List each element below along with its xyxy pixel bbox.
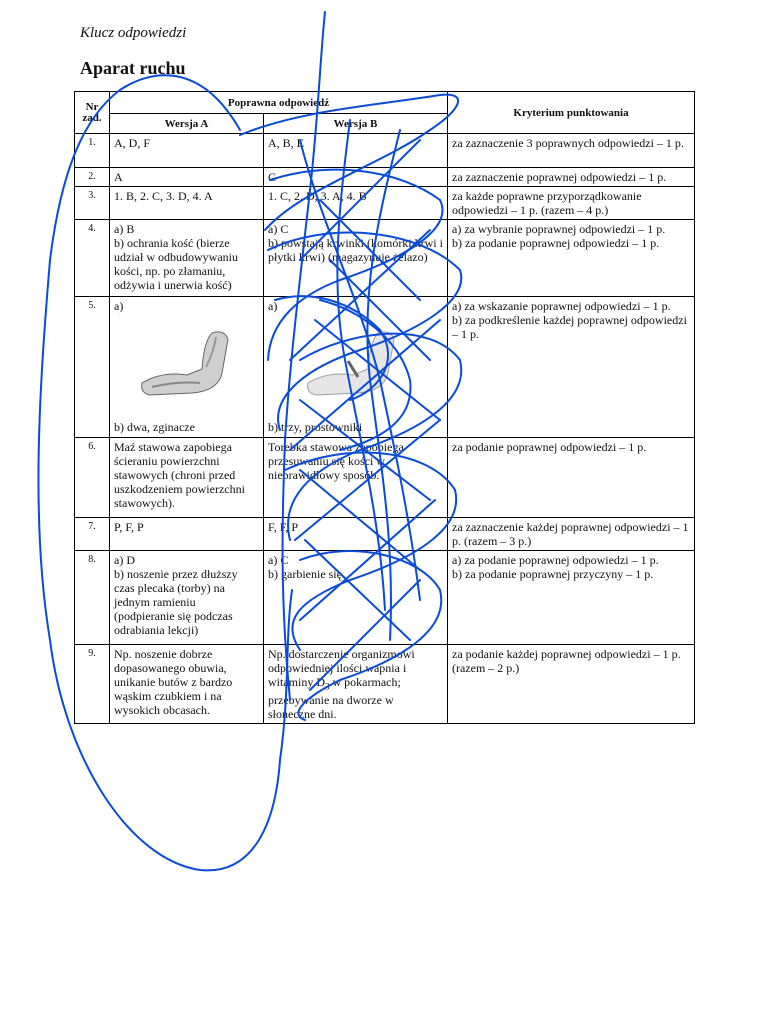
header-criteria: Kryterium punktowania — [448, 92, 695, 134]
row-number: 2. — [75, 168, 110, 187]
header-answer: Poprawna odpowiedź — [110, 92, 448, 114]
header-version-a: Wersja A — [110, 114, 264, 134]
row-number: 8. — [75, 551, 110, 645]
answer-b: Np. dostarczenie organizmowi odpowiedniej ilości wapnia i witaminy $D_3$ w pokarmach; przebywanie na dworze w słoneczne dni. — [264, 645, 448, 724]
criteria: za zaznaczenie 3 poprawnych odpowiedzi – 1 p. — [448, 134, 695, 168]
table-row — [75, 220, 695, 297]
table-row — [75, 168, 695, 187]
criteria: a) za wybranie poprawnej odpowiedzi – 1 p. b) za podanie poprawnej odpowiedzi – 1 p. — [448, 220, 695, 297]
table-row — [75, 438, 695, 518]
arm-icon — [132, 321, 242, 401]
table-row — [75, 645, 695, 724]
answer-a: A — [110, 168, 264, 187]
table-row — [75, 187, 695, 220]
header-nr: Nr zad. — [75, 92, 110, 134]
table-row — [75, 551, 695, 645]
criteria: za podanie każdej poprawnej odpowiedzi – 1 p. (razem – 2 p.) — [448, 645, 695, 724]
answer-b: 1. C, 2. D, 3. A, 4. B — [264, 187, 448, 220]
answer-b: a) b) trzy, prostowniki — [264, 297, 448, 438]
answer-b: a) C b) powstają krwinki (komórki krwi i płytki krwi) (magazynuje żelazo) — [264, 220, 448, 297]
arm-icon — [298, 321, 408, 401]
answer-a: Maź stawowa zapobiega ścieraniu powierzchni stawowych (chroni przed uszkodzeniem powierzchni stawowych). — [110, 438, 264, 518]
criteria: za zaznaczenie każdej poprawnej odpowiedzi – 1 p. (razem – 3 p.) — [448, 518, 695, 551]
answer-a: P, F, P — [110, 518, 264, 551]
row-number: 7. — [75, 518, 110, 551]
answer-a: a) b) dwa, zginacze — [110, 297, 264, 438]
row-number: 3. — [75, 187, 110, 220]
table-row — [75, 518, 695, 551]
answer-a: a) B b) ochrania kość (bierze udział w odbudowywaniu kości, np. po złamaniu, odżywia i unerwia kość) — [110, 220, 264, 297]
row-number: 4. — [75, 220, 110, 297]
answer-b: a) C b) garbienie się — [264, 551, 448, 645]
answer-a: 1. B, 2. C, 3. D, 4. A — [110, 187, 264, 220]
answer-key-table — [74, 91, 695, 724]
table-row — [75, 297, 695, 438]
criteria: a) za podanie poprawnej odpowiedzi – 1 p. b) za podanie poprawnej przyczyny – 1 p. — [448, 551, 695, 645]
table-row — [75, 134, 695, 168]
row-number: 1. — [75, 134, 110, 168]
row-number: 9. — [75, 645, 110, 724]
criteria: za każde poprawne przyporządkowanie odpowiedzi – 1 p. (razem – 4 p.) — [448, 187, 695, 220]
answer-a: A, D, F — [110, 134, 264, 168]
answer-b: A, B, E — [264, 134, 448, 168]
criteria: za podanie poprawnej odpowiedzi – 1 p. — [448, 438, 695, 518]
row-number: 6. — [75, 438, 110, 518]
answer-b: C — [264, 168, 448, 187]
criteria: a) za wskazanie poprawnej odpowiedzi – 1 p. b) za podkreślenie każdej poprawnej odpowiedzi – 1 p. — [448, 297, 695, 438]
header-version-b: Wersja B — [264, 114, 448, 134]
answer-a: a) D b) noszenie przez dłuższy czas plecaka (torby) na jednym ramieniu (podpieranie się podczas odrabiania lekcji) — [110, 551, 264, 645]
row-number: 5. — [75, 297, 110, 438]
answer-a: Np. noszenie dobrze dopasowanego obuwia, unikanie butów z bardzo wąskim czubkiem i na wysokich obcasach. — [110, 645, 264, 724]
criteria: za zaznaczenie poprawnej odpowiedzi – 1 p. — [448, 168, 695, 187]
document-subtitle: Klucz odpowiedzi — [80, 25, 187, 41]
answer-b: Torebka stawowa zapobiega przesuwaniu się kości w nieprawidłowy sposób. — [264, 438, 448, 518]
answer-b: F, F, P — [264, 518, 448, 551]
document-title: Aparat ruchu — [80, 58, 186, 78]
